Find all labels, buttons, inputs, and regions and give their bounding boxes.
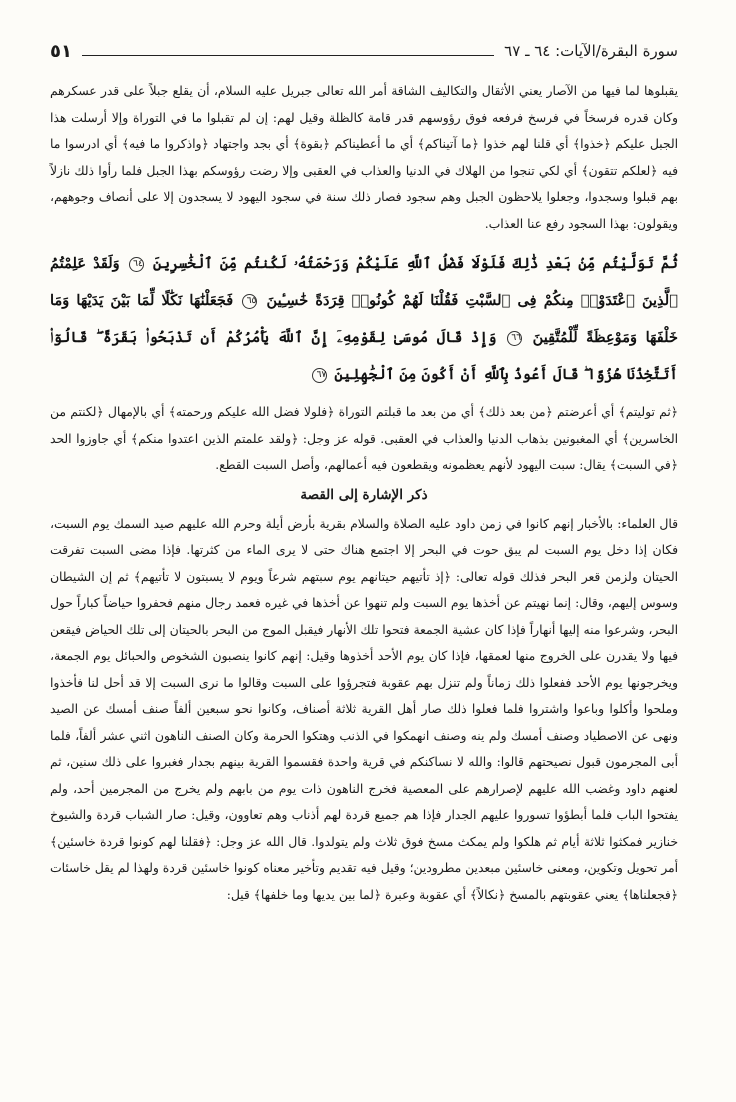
- verse-66-text: فَجَعَلْنَٰهَا نَكَٰلًا لِّمَا بَيْنَ يَدَيْهَا وَمَا خَلْفَهَا وَمَوْعِظَةً لِّلْمُتَّقِينَ: [50, 292, 678, 346]
- ayah-number-marker: ٦٥: [242, 294, 257, 309]
- header-rule: [82, 55, 494, 56]
- verse-65-text: وَلَقَدْ عَلِمْتُمُ ٱلَّذِينَ ٱعْتَدَوْا۟ مِنكُمْ فِى ٱلسَّبْتِ فَقُلْنَا لَهُمْ كُونُوا۟ قِرَدَةً خَٰسِـِٔينَ: [50, 255, 678, 309]
- tafsir-intro-paragraph: يقبلوها لما فيها من الآصار يعني الأثقال والتكاليف الشاقة أمر الله تعالى جبريل عليه السلام، أن يقلع جبلاً على قدر عسكرهم وكان قدره فرسخاً في فرسخ فرفعه فوق رؤوسهم قدر قامة كالظلة وقيل لهم: إن لم تقبلوا ما في التوراة وإلا أرسلت هذا الجبل عليكم ﴿خذوا﴾ أي قلنا لهم خذوا ﴿ما آتيناكم﴾ أي ما أعطيناكم ﴿بقوة﴾ أي بجد واجتهاد ﴿واذكروا ما فيه﴾ أي ادرسوا ما فيه ﴿لعلكم تتقون﴾ أي لكي تنجوا من الهلاك في الدنيا والعذاب في العقبى وإلا رضت رؤوسكم بهذا الجبل فلما رأوا ذلك نازلاً بهم قبلوا وسجدوا، وجعلوا يلاحظون الجبل وهم سجود فصار ذلك سنة في سجود اليهود لا يسجدون إلا على أنصاف وجوههم، ويقولون: بهذا السجود رفع عنا العذاب.: [50, 84, 678, 231]
- story-paragraph: قال العلماء: بالأخبار إنهم كانوا في زمن داود عليه الصلاة والسلام بقرية بأرض أيلة وحرم الله عليهم صيد السمك يوم السبت، فكان إذا دخل يوم السبت لم يبق حوت في البحر إلا اجتمع هناك حتى لا يرى الماء من كثرتها. فإذا مضى السبت تفرقت الحيتان ولزمن قعر البحر فذلك قوله تعالى: ﴿إذ تأتيهم حيتانهم يوم سبتهم شرعاً ويوم لا يسبتون لا تأتيهم﴾ ثم إن الشيطان وسوس إليهم، وقال: إنما نهيتم عن أخذها يوم السبت ولم تنهوا عن أخذها في غيره فعمد رجال منهم فحفروا حياضاً كباراً حول البحر، وشرعوا منه إليها أنهاراً فإذا كان عشية الجمعة فتحوا تلك الأنهار فيقبل الموج من البحر بالحيتان إلى تلك الحياض فيقعن فيها ولا يقدرن على الخروج منها لعمقها، فإذا كان يوم الأحد أخذوها وقيل: إنهم كانوا ينصبون الشخوص والحبائل يوم الجمعة، ويخرجونها يوم الأحد ففعلوا ذلك زماناً ولم تنزل بهم عقوبة فتجرؤوا على السبت وقالوا ما نرى السبت إلا قد أحل لنا فأخذوا وملحوا وأكلوا وباعوا واشتروا فلما فعلوا ذلك صار أهل القرية ثلاثة أصناف، وكانوا نحو سبعين ألفاً صنف أمسك عن الصيد ونهى عن الاصطياد وصنف أمسك ولم ينه وصنف انهمكوا في الذنب وهتكوا الحرمة وكان الصنف الناهون اثني عشر ألفاً، فلما أبى المجرمون قبول نصيحتهم قالوا: والله لا نساكنكم في قرية واحدة فقسموا القرية بينهم بجدار فغبروا على ذلك سنين، ثم لعنهم داود وغضب الله عليهم لإصرارهم على المعصية فخرج الناهون ذات يوم من بابهم ولم يخرج من المجرمين أحد، ولم يفتحوا الباب فلما أبطؤوا تسوروا عليهم الجدار فإذا هم جميع قردة لهم أذناب وهم تعاوون، وقيل: صار الشباب قردة والشيوخ خنازير فمكثوا ثلاثة أيام ثم هلكوا ولم يمكث مسخ فوق ثلاث ولم يتولدوا. قال الله عز وجل: ﴿فقلنا لهم كونوا قردة خاسئين﴾ أمر تحويل وتكوين، ومعنى خاسئين مبعدين مطرودين؛ وقيل فيه تقديم وتأخير معناه كونوا خاسئين قردة ولهذا لم يقل خاسئات ﴿فجعلناها﴾ يعني عقوبتهم بالمسخ ﴿نكالاً﴾ أي عقوبة وعبرة ﴿لما بين يديها وما خلفها﴾ قيل:: [50, 516, 678, 902]
- ayah-number-marker: ٦٤: [129, 257, 144, 272]
- quran-verses-block: [50, 245, 678, 393]
- verse-67-text: وَإِذْ قَالَ مُوسَىٰ لِقَوْمِهِۦٓ إِنَّ ٱللَّهَ يَأْمُرُكُمْ أَن تَذْبَحُوا۟ بَقَرَةً ۖ قَالُوٓا۟ أَتَتَّخِذُنَا هُزُوًا ۖ قَالَ أَعُوذُ بِٱللَّهِ أَنْ أَكُونَ مِنَ ٱلْجَٰهِلِينَ: [50, 329, 678, 383]
- section-heading: ذكر الإشارة إلى القصة: [300, 486, 428, 503]
- verse-64-text: ثُمَّ تَوَلَّيْتُم مِّنۢ بَعْدِ ذَٰلِكَ فَلَوْلَا فَضْلُ ٱللَّهِ عَلَيْكُمْ وَرَحْمَتُهُۥ لَكُنتُم مِّنَ ٱلْخَٰسِرِينَ: [152, 255, 678, 272]
- surah-title: سورة البقرة/الآيات: ٦٤ ـ ٦٧: [504, 42, 678, 60]
- page-header: [50, 38, 678, 64]
- ayah-number-marker: ٦٦: [507, 331, 522, 346]
- tafsir-verses-paragraph: ﴿ثم توليتم﴾ أي أعرضتم ﴿من بعد ذلك﴾ أي من بعد ما قبلتم التوراة ﴿فلولا فضل الله عليكم ورحمته﴾ أي بالإمهال ﴿لكنتم من الخاسرين﴾ أي المغبونين بذهاب الدنيا والعذاب في العقبى. قوله عز وجل: ﴿ولقد علمتم الذين اعتدوا منكم﴾ أي جاوزوا الحد ﴿في السبت﴾ يقال: سبت اليهود لأنهم يعظمونه ويقطعون فيه أعمالهم، وأصل السبت القطع.: [50, 405, 678, 472]
- ayah-number-marker: ٦٧: [312, 368, 327, 383]
- page-number: ٥١: [50, 40, 72, 62]
